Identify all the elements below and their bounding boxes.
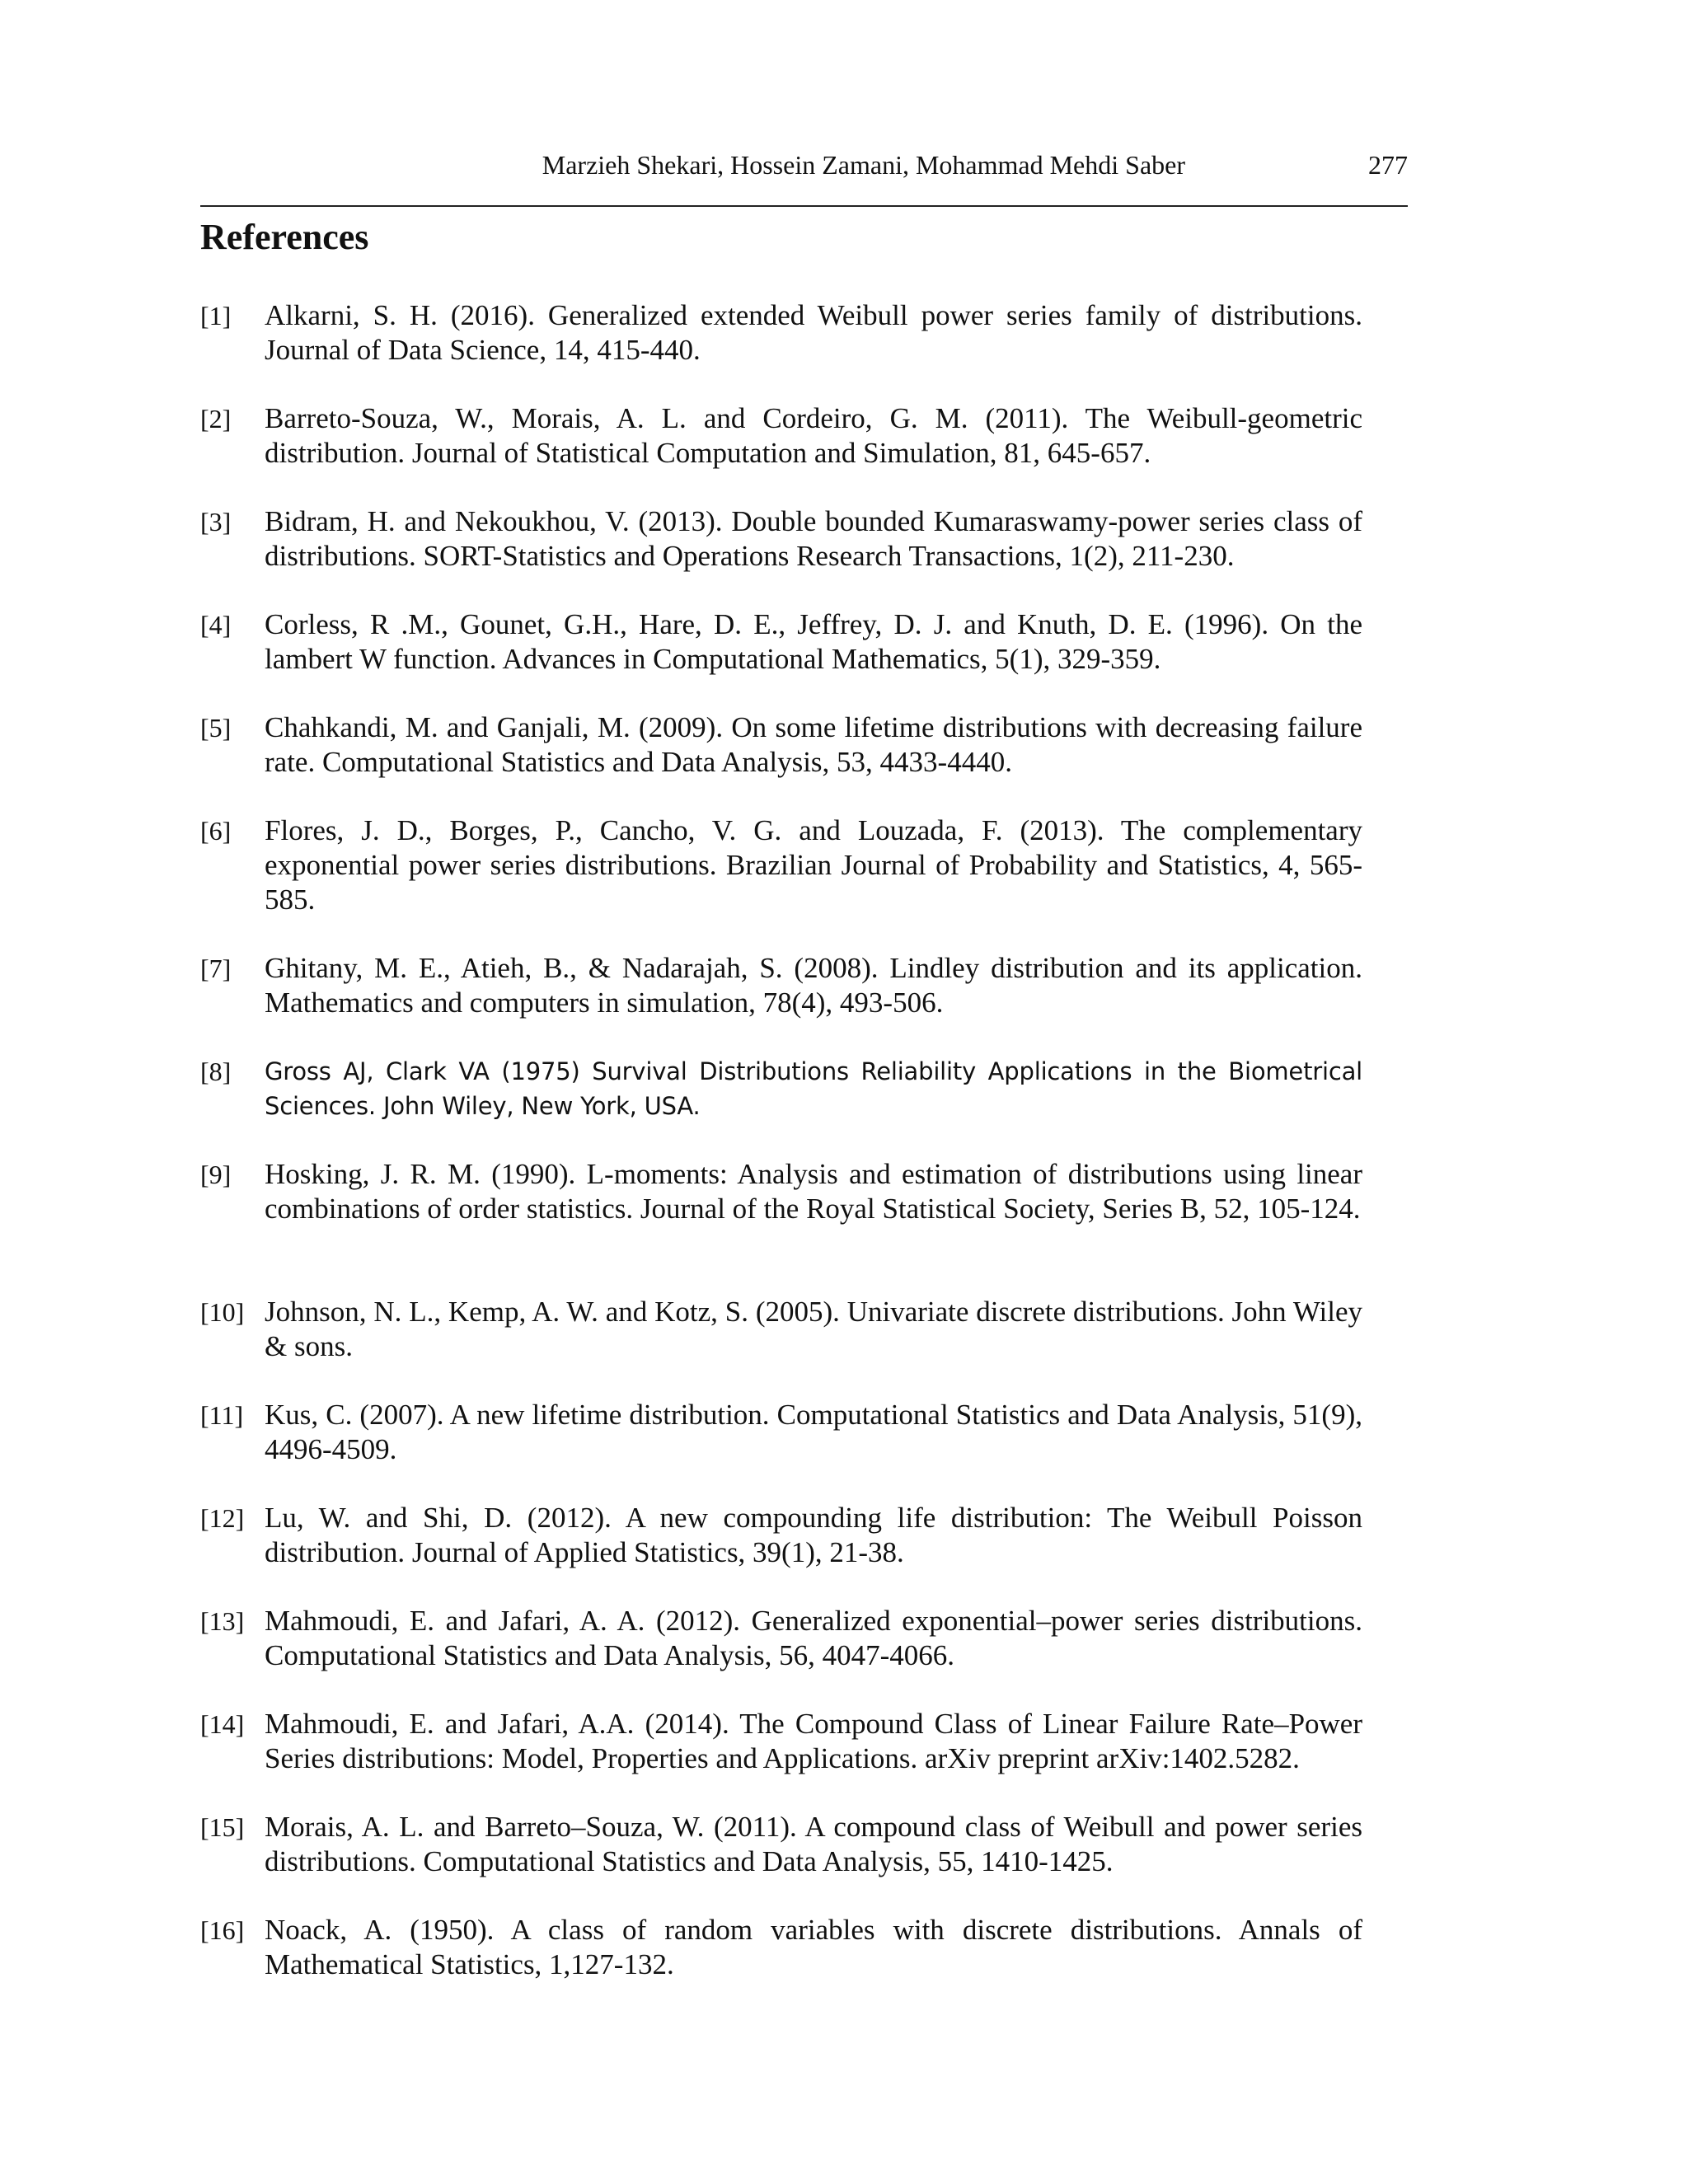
reference-item xyxy=(200,1054,1362,1123)
reference-number: [4] xyxy=(200,610,232,640)
reference-text: Noack, A. (1950). A class of random variables with discrete distributions. Annals of Mathematical Statistics, 1,127-132. xyxy=(265,1914,1362,1980)
reference-item xyxy=(200,504,1362,574)
header-rule xyxy=(200,205,1408,207)
reference-number: [7] xyxy=(200,954,232,983)
reference-number: [2] xyxy=(200,404,232,434)
reference-text: Kus, C. (2007). A new lifetime distribution. Computational Statistics and Data Analysis, 51(9), 4496-4509. xyxy=(265,1399,1362,1465)
reference-text: Gross AJ, Clark VA (1975) Survival Distributions Reliability Applications in the Biometrical Sciences. John Wiley, New York, USA. xyxy=(265,1057,1362,1120)
reference-number: [6] xyxy=(200,816,232,846)
section-title: References xyxy=(200,217,369,257)
reference-number: [11] xyxy=(200,1400,244,1430)
reference-item xyxy=(200,1913,1362,1982)
reference-item xyxy=(200,1398,1362,1467)
reference-number: [10] xyxy=(200,1297,245,1327)
running-head-authors: Marzieh Shekari, Hossein Zamani, Mohammad Mehdi Saber xyxy=(542,150,1185,180)
reference-list xyxy=(200,298,1362,2016)
reference-text: Bidram, H. and Nekoukhou, V. (2013). Double bounded Kumaraswamy-power series class of distributions. SORT-Statistics and Operations Research Transactions, 1(2), 211-230. xyxy=(265,505,1362,572)
reference-item xyxy=(200,710,1362,780)
reference-item xyxy=(200,1810,1362,1879)
reference-number: [16] xyxy=(200,1915,245,1945)
reference-text: Barreto-Souza, W., Morais, A. L. and Cordeiro, G. M. (2011). The Weibull-geometric distribution. Journal of Statistical Computation and Simulation, 81, 645-657. xyxy=(265,402,1362,469)
page-number: 277 xyxy=(1368,150,1408,180)
reference-number: [13] xyxy=(200,1606,245,1636)
reference-text: Corless, R .M., Gounet, G.H., Hare, D. E., Jeffrey, D. J. and Knuth, D. E. (1996). On the lambert W function. Advances in Computational Mathematics, 5(1), 329-359. xyxy=(265,608,1362,675)
reference-text: Chahkandi, M. and Ganjali, M. (2009). On some lifetime distributions with decreasing failure rate. Computational Statistics and Data Analysis, 53, 4433-4440. xyxy=(265,711,1362,778)
reference-number: [1] xyxy=(200,301,232,330)
reference-text: Ghitany, M. E., Atieh, B., & Nadarajah, S. (2008). Lindley distribution and its application. Mathematics and computers in simulation, 78(4), 493-506. xyxy=(265,952,1362,1019)
reference-number: [15] xyxy=(200,1812,245,1842)
reference-number: [3] xyxy=(200,507,232,537)
reference-number: [8] xyxy=(200,1057,232,1086)
running-head xyxy=(200,144,1408,185)
reference-text: Mahmoudi, E. and Jafari, A. A. (2012). Generalized exponential–power series distributions. Computational Statistics and Data Analysis, 56, 4047-4066. xyxy=(265,1605,1362,1671)
reference-item xyxy=(200,1295,1362,1364)
reference-number: [14] xyxy=(200,1709,245,1739)
reference-text: Lu, W. and Shi, D. (2012). A new compounding life distribution: The Weibull Poisson distribution. Journal of Applied Statistics, 39(1), 21-38. xyxy=(265,1502,1362,1568)
reference-text: Morais, A. L. and Barreto–Souza, W. (2011). A compound class of Weibull and power series distributions. Computational Statistics and Data Analysis, 55, 1410-1425. xyxy=(265,1811,1362,1877)
reference-item xyxy=(200,1707,1362,1776)
reference-text: Alkarni, S. H. (2016). Generalized extended Weibull power series family of distributions. Journal of Data Science, 14, 415-440. xyxy=(265,299,1362,366)
reference-number: [12] xyxy=(200,1503,245,1533)
reference-text: Mahmoudi, E. and Jafari, A.A. (2014). The Compound Class of Linear Failure Rate–Power Series distributions: Model, Properties and Applications. arXiv preprint arXiv:1402.5282. xyxy=(265,1708,1362,1774)
reference-item xyxy=(200,607,1362,677)
reference-item xyxy=(200,1157,1362,1261)
reference-item xyxy=(200,1501,1362,1570)
reference-number: [9] xyxy=(200,1160,232,1189)
reference-item xyxy=(200,951,1362,1020)
reference-item xyxy=(200,813,1362,917)
reference-item xyxy=(200,1604,1362,1673)
reference-item xyxy=(200,401,1362,471)
reference-text: Johnson, N. L., Kemp, A. W. and Kotz, S. (2005). Univariate discrete distributions. John Wiley & sons. xyxy=(265,1296,1362,1362)
reference-item xyxy=(200,298,1362,368)
reference-text: Hosking, J. R. M. (1990). L-moments: Analysis and estimation of distributions using linear combinations of order statistics. Journal of the Royal Statistical Society, Series B, 52, 105-124. xyxy=(265,1158,1362,1225)
reference-text: Flores, J. D., Borges, P., Cancho, V. G. and Louzada, F. (2013). The complementary exponential power series distributions. Brazilian Journal of Probability and Statistics, 4, 565-585. xyxy=(265,814,1362,916)
reference-number: [5] xyxy=(200,713,232,743)
